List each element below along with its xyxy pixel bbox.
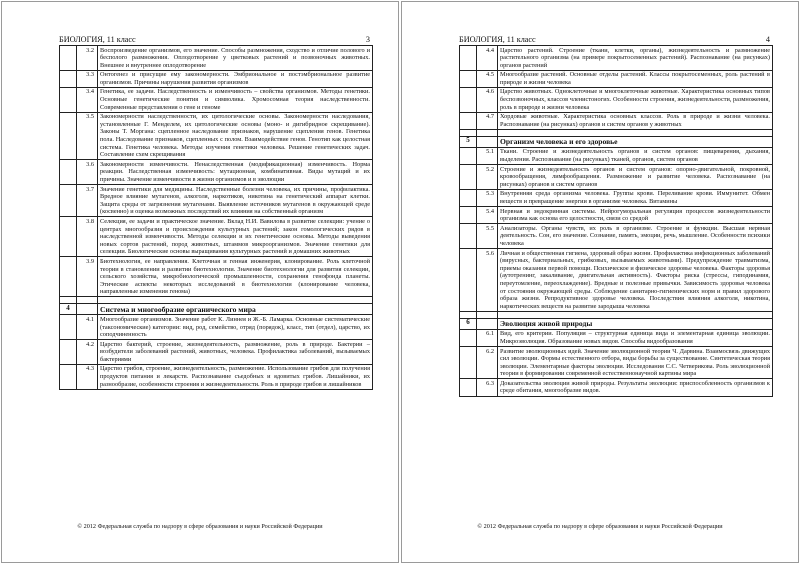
running-header [459,35,770,45]
table-row [460,70,773,87]
content-cell: Воспроизведение организмов, его значение. Способы размножения, сходство и отличие полового и бесполого размножения. Оплодотворение у цветковых растений и позвоночных животных. Внешнее и внутреннее оплодотворение [98,46,373,71]
section-cell [460,165,477,190]
section-title: Эволюция живой природы [498,318,773,329]
code-cell: 5.3 [477,189,498,206]
table-row [60,217,373,257]
table-row [460,112,773,129]
code-cell: 5.1 [477,147,498,164]
table-row [60,160,373,185]
content-cell: Генетика, ее задачи. Наследственность и изменчивость – свойства организмов. Методы генетики. Основные генетические понятия и символика. Хромосомная теория наследственности. Современные представления о гене и геноме [98,87,373,112]
code-cell: 4.6 [477,87,498,112]
code-cell: 3.7 [77,185,98,217]
section-number: 4 [60,304,77,315]
code-cell: 3.9 [77,257,98,297]
code-cell: 5.5 [477,224,498,249]
table-row [60,46,373,71]
section-number: 5 [460,136,477,147]
content-cell: Внутренняя среда организма человека. Группы крови. Переливание крови. Иммунитет. Обмен веществ и превращение энергии в организме человека. Витамины [498,189,773,206]
content-cell: Биотехнология, ее направления. Клеточная и генная инженерия, клонирование. Роль клеточной теории в становлении и развитии биотехнологии. Значение биотехнологии для развития селекции, сельского хозяйства, микробиологической промышленности, сохранения генофонда планеты. Этические аспекты некоторых исследований в биотехнологии (клонирование человека, направленные изменения генома) [98,257,373,297]
page-number: 4 [765,35,770,44]
code-cell: 3.2 [77,46,98,71]
content-cell: Строение и жизнедеятельность органов и систем органов: опорно-двигательной, покровной, кровообращения, лимфообращения. Размножение и развитие человека. Распознавание (на рисунках) органов и систем органов [498,165,773,190]
spacer-row [460,129,773,136]
code-cell: 4.1 [77,315,98,340]
section-cell [60,340,77,365]
section-cell [60,87,77,112]
table-row [460,207,773,224]
table-row [460,165,773,190]
section-cell [460,87,477,112]
section-cell [60,257,77,297]
copyright-footer: © 2012 Федеральная служба по надзору в сфере образования и науки Российской Федерации [477,523,723,530]
spacer-cell [77,297,98,304]
page-number: 3 [365,35,370,44]
section-cell [460,70,477,87]
running-header [59,35,370,45]
table-row [460,46,773,71]
content-cell: Закономерности наследственности, их цитологические основы. Закономерности наследования, установленные Г. Менделем, их цитологические основы (моно- и дигибридное скрещивание). Законы Т. Моргана: сцепленное наследование признаков, нарушение сцепления генов. Генетика пола. Наследование признаков, сцепленных с полом. Взаимодействие генов. Генотип как целостная система. Генетика человека. Методы изучения генетики человека. Решение генетических задач. Составление схем скрещивания [98,112,373,160]
code-cell: 5.6 [477,249,498,312]
section-cell [460,329,477,346]
code-cell: 4.5 [477,70,498,87]
code-cell: 3.4 [77,87,98,112]
page-3 [1,1,399,563]
table-row [60,87,373,112]
table-row [460,249,773,312]
section-heading-row [460,136,773,147]
content-cell: Селекция, ее задачи и практическое значение. Вклад Н.И. Вавилова в развитие селекции: учение о центрах многообразия и происхождения культурных растений; закон гомологических рядов в наследственной изменчивости. Методы селекции и их генетические основы. Методы выведения новых сортов растений, пород животных, штаммов микроорганизмов. Значение генетики для селекции. Биологические основы выращивания культурных растений и домашних животных [98,217,373,257]
section-cell [460,379,477,396]
code-cell: 5.4 [477,207,498,224]
content-cell: Нервная и эндокринная системы. Нейрогуморальная регуляция процессов жизнедеятельности организма как основа его целостности, связи со средой [498,207,773,224]
section-title: Организм человека и его здоровье [498,136,773,147]
copyright-footer: © 2012 Федеральная служба по надзору в сфере образования и науки Российской Федерации [77,523,323,530]
code-cell: 4.4 [477,46,498,71]
header-title: БИОЛОГИЯ, 11 класс [59,35,136,44]
content-cell: Онтогенез и присущие ему закономерности. Эмбриональное и постэмбриональное развитие организмов. Причины нарушения развития организмов [98,70,373,87]
section-cell [460,46,477,71]
section-cell [460,189,477,206]
content-cell: Развитие эволюционных идей. Значение эволюционной теории Ч. Дарвина. Взаимосвязь движущих сил эволюции. Формы естественного отбора, виды борьбы за существование. Синтетическая теория эволюции. Элементарные факторы эволюции. Исследования С.С. Четверикова. Роль эволюционной теории в формировании современной естественнонаучной картины мира [498,347,773,379]
content-table [59,45,373,390]
section-cell [60,112,77,160]
content-cell: Царство растений. Строение (ткани, клетки, органы), жизнедеятельность и размножение растительного организма (на примере покрытосеменных растений). Распознавание (на рисунках) органов растений [498,46,773,71]
table-row [60,257,373,297]
section-cell [60,70,77,87]
section-title: Система и многообразие органического мира [98,304,373,315]
section-cell [60,46,77,71]
content-cell: Личная и общественная гигиена, здоровый образ жизни. Профилактика инфекционных заболеваний (вирусных, бактериальных, грибковых, вызываемых животными). Предупреждение травматизма, приемы оказания первой помощи. Психическое и физическое здоровье человека. Факторы здоровья (аутотренинг, закаливание, двигательная активность). Факторы риска (стрессы, гиподинамия, переутомление, переохлаждение). Вредные и полезные привычки. Зависимость здоровья человека от состояния окружающей среды. Соблюдение санитарно-гигиенических норм и правил здорового образа жизни. Репродуктивное здоровье человека. Последствия влияния алкоголя, никотина, наркотических веществ на развитие зародыша человека [498,249,773,312]
code-cell: 3.5 [77,112,98,160]
table-row [460,329,773,346]
content-cell: Доказательства эволюции живой природы. Результаты эволюции: приспособленность организмов к среде обитания, многообразие видов. [498,379,773,396]
code-cell: 4.7 [477,112,498,129]
content-cell: Многообразие растений. Основные отделы растений. Классы покрытосеменных, роль растений в природе и жизни человека [498,70,773,87]
spacer-cell [477,311,498,318]
table-row [60,185,373,217]
spacer-cell [477,129,498,136]
section-cell [60,315,77,340]
table-row [60,70,373,87]
content-cell: Анализаторы. Органы чувств, их роль в организме. Строение и функции. Высшая нервная деятельность. Сон, его значение. Сознание, память, эмоции, речь, мышление. Особенности психики человека [498,224,773,249]
header-title: БИОЛОГИЯ, 11 класс [459,35,536,44]
content-cell: Ткани. Строение и жизнедеятельность органов и систем органов: пищеварения, дыхания, выделения. Распознавание (на рисунках) тканей, органов, систем органов [498,147,773,164]
section-cell [60,185,77,217]
content-cell: Царство грибов, строение, жизнедеятельность, размножение. Использование грибов для получения продуктов питания и лекарств. Распознавание съедобных и ядовитых грибов. Лишайники, их разнообразие, особенности строения и жизнедеятельности. Роль в природе грибов и лишайников [98,364,373,389]
content-cell: Хордовые животные. Характеристика основных классов. Роль в природе и жизни человека. Распознавание (на рисунках) органов и систем органов у животных [498,112,773,129]
table-row [460,347,773,379]
content-cell: Значение генетики для медицины. Наследственные болезни человека, их причины, профилактика. Вредное влияние мутагенов, алкоголя, наркотиков, никотина на генетический аппарат клетки. Защита среды от загрязнения мутагенами. Выявление источников мутагенов в окружающей среде (косвенно) и оценка возможных последствий их влияния на собственный организм [98,185,373,217]
section-heading-row [60,304,373,315]
code-cell [477,318,498,329]
section-cell [60,217,77,257]
code-cell: 4.2 [77,340,98,365]
code-cell: 5.2 [477,165,498,190]
code-cell [77,304,98,315]
table-row [460,189,773,206]
code-cell: 4.3 [77,364,98,389]
page-4 [401,1,799,563]
section-cell [460,207,477,224]
section-number: 6 [460,318,477,329]
section-cell [460,224,477,249]
section-cell [60,160,77,185]
section-heading-row [460,318,773,329]
spacer-cell [60,297,77,304]
spacer-cell [460,311,477,318]
code-cell: 6.2 [477,347,498,379]
table-row [460,224,773,249]
code-cell: 3.8 [77,217,98,257]
table-row [460,147,773,164]
code-cell: 3.3 [77,70,98,87]
section-cell [460,112,477,129]
table-row [60,340,373,365]
table-row [60,364,373,389]
spacer-row [460,311,773,318]
table-row [460,87,773,112]
content-table [459,45,773,397]
code-cell: 3.6 [77,160,98,185]
table-row [60,315,373,340]
table-row [460,379,773,396]
code-cell [477,136,498,147]
content-cell: Закономерности изменчивости. Ненаследственная (модификационная) изменчивость. Норма реакции. Наследственная изменчивость: мутационная, комбинативная. Виды мутаций и их причины. Значение изменчивости в жизни организмов и в эволюции [98,160,373,185]
spacer-cell [498,129,773,136]
content-cell: Царство животных. Одноклеточные и многоклеточные животные. Характеристика основных типов беспозвоночных, классов членистоногих. Особенности строения, жизнедеятельности, размножения, роль в природе и жизни человека [498,87,773,112]
section-cell [460,347,477,379]
code-cell: 6.1 [477,329,498,346]
spacer-cell [460,129,477,136]
spacer-cell [98,297,373,304]
code-cell: 6.3 [477,379,498,396]
section-cell [60,364,77,389]
content-cell: Вид, его критерии. Популяция – структурная единица вида и элементарная единица эволюции. Микроэволюция. Образование новых видов. Способы видообразования [498,329,773,346]
section-cell [460,147,477,164]
spacer-cell [498,311,773,318]
table-row [60,112,373,160]
content-cell: Многообразие организмов. Значение работ К. Линнея и Ж.-Б. Ламарка. Основные систематические (таксономические) категории: вид, род, семейство, отряд (порядок), класс, тип (отдел), царство, их соподчиненность [98,315,373,340]
spacer-row [60,297,373,304]
section-cell [460,249,477,312]
content-cell: Царство бактерий, строение, жизнедеятельность, размножение, роль в природе. Бактерии – возбудители заболеваний растений, животных, человека. Профилактика заболеваний, вызываемых бактериями [98,340,373,365]
